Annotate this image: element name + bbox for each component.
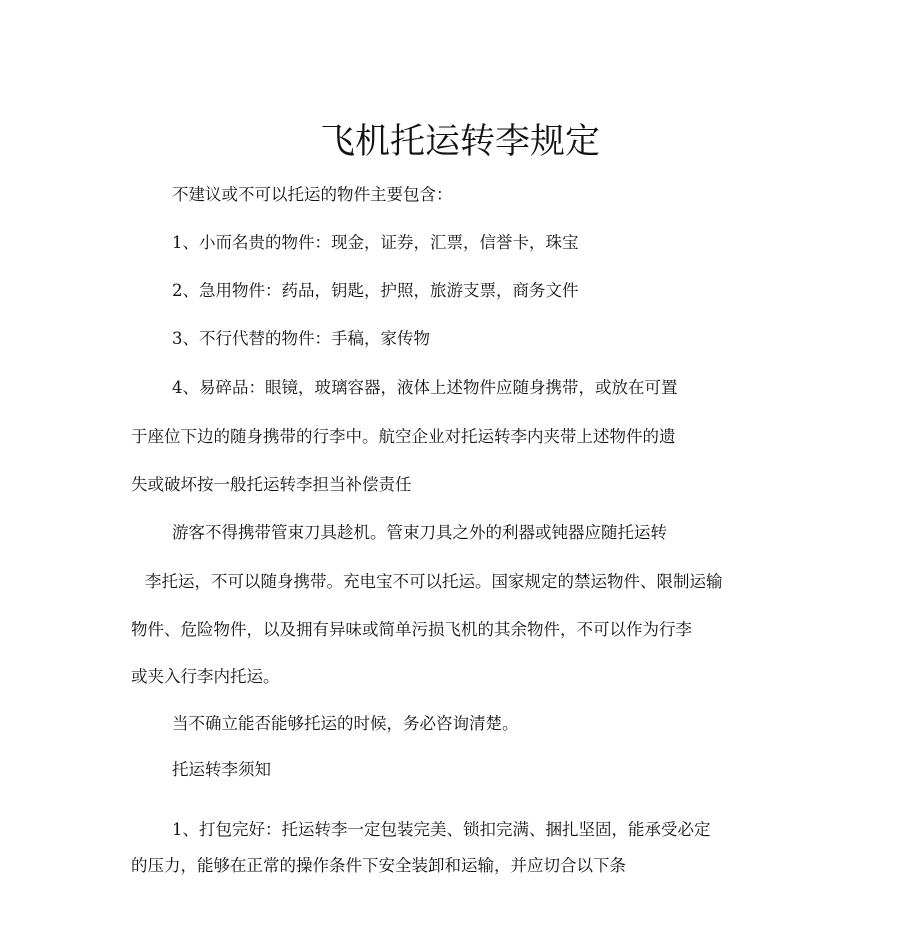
paragraph-line: 李托运，不可以随身携带。充电宝不可以托运。国家规定的禁运物件、限制运输: [145, 572, 723, 591]
list-item: 2、急用物件：药品，钥匙，护照，旅游支票，商务文件: [172, 281, 579, 300]
paragraph-line: 游客不得携带管束刀具趁机。管束刀具之外的利器或钝器应随托运转: [172, 523, 667, 542]
paragraph-line: 的压力，能够在正常的操作条件下安全装卸和运输，并应切合以下条: [131, 856, 626, 875]
paragraph-line: 或夹入行李内托运。: [131, 667, 280, 686]
paragraph-line: 失或破坏按一般托运转李担当补偿责任: [131, 475, 412, 494]
paragraph-line: 当不确立能否能够托运的时候，务必咨询清楚。: [172, 714, 519, 733]
section-heading: 托运转李须知: [172, 760, 271, 779]
document-title: 飞机托运转李规定: [319, 122, 600, 162]
paragraph-line: 物件、危险物件，以及拥有异味或简单污损飞机的其余物件，不可以作为行李: [131, 620, 692, 639]
list-item: 3、不行代替的物件：手稿，家传物: [172, 329, 430, 348]
paragraph-line: 于座位下边的随身携带的行李中。航空企业对托运转李内夹带上述物件的遗: [131, 427, 676, 446]
list-item: 1、小而名贵的物件：现金，证券，汇票，信誉卡，珠宝: [172, 233, 579, 252]
list-item: 4、易碎品：眼镜，玻璃容器，液体上述物件应随身携带，或放在可置: [172, 378, 678, 397]
paragraph-line: 不建议或不可以托运的物件主要包含：: [172, 185, 453, 204]
list-item: 1、打包完好：托运转李一定包装完美、锁扣完满、捆扎坚固，能承受必定: [172, 820, 711, 839]
